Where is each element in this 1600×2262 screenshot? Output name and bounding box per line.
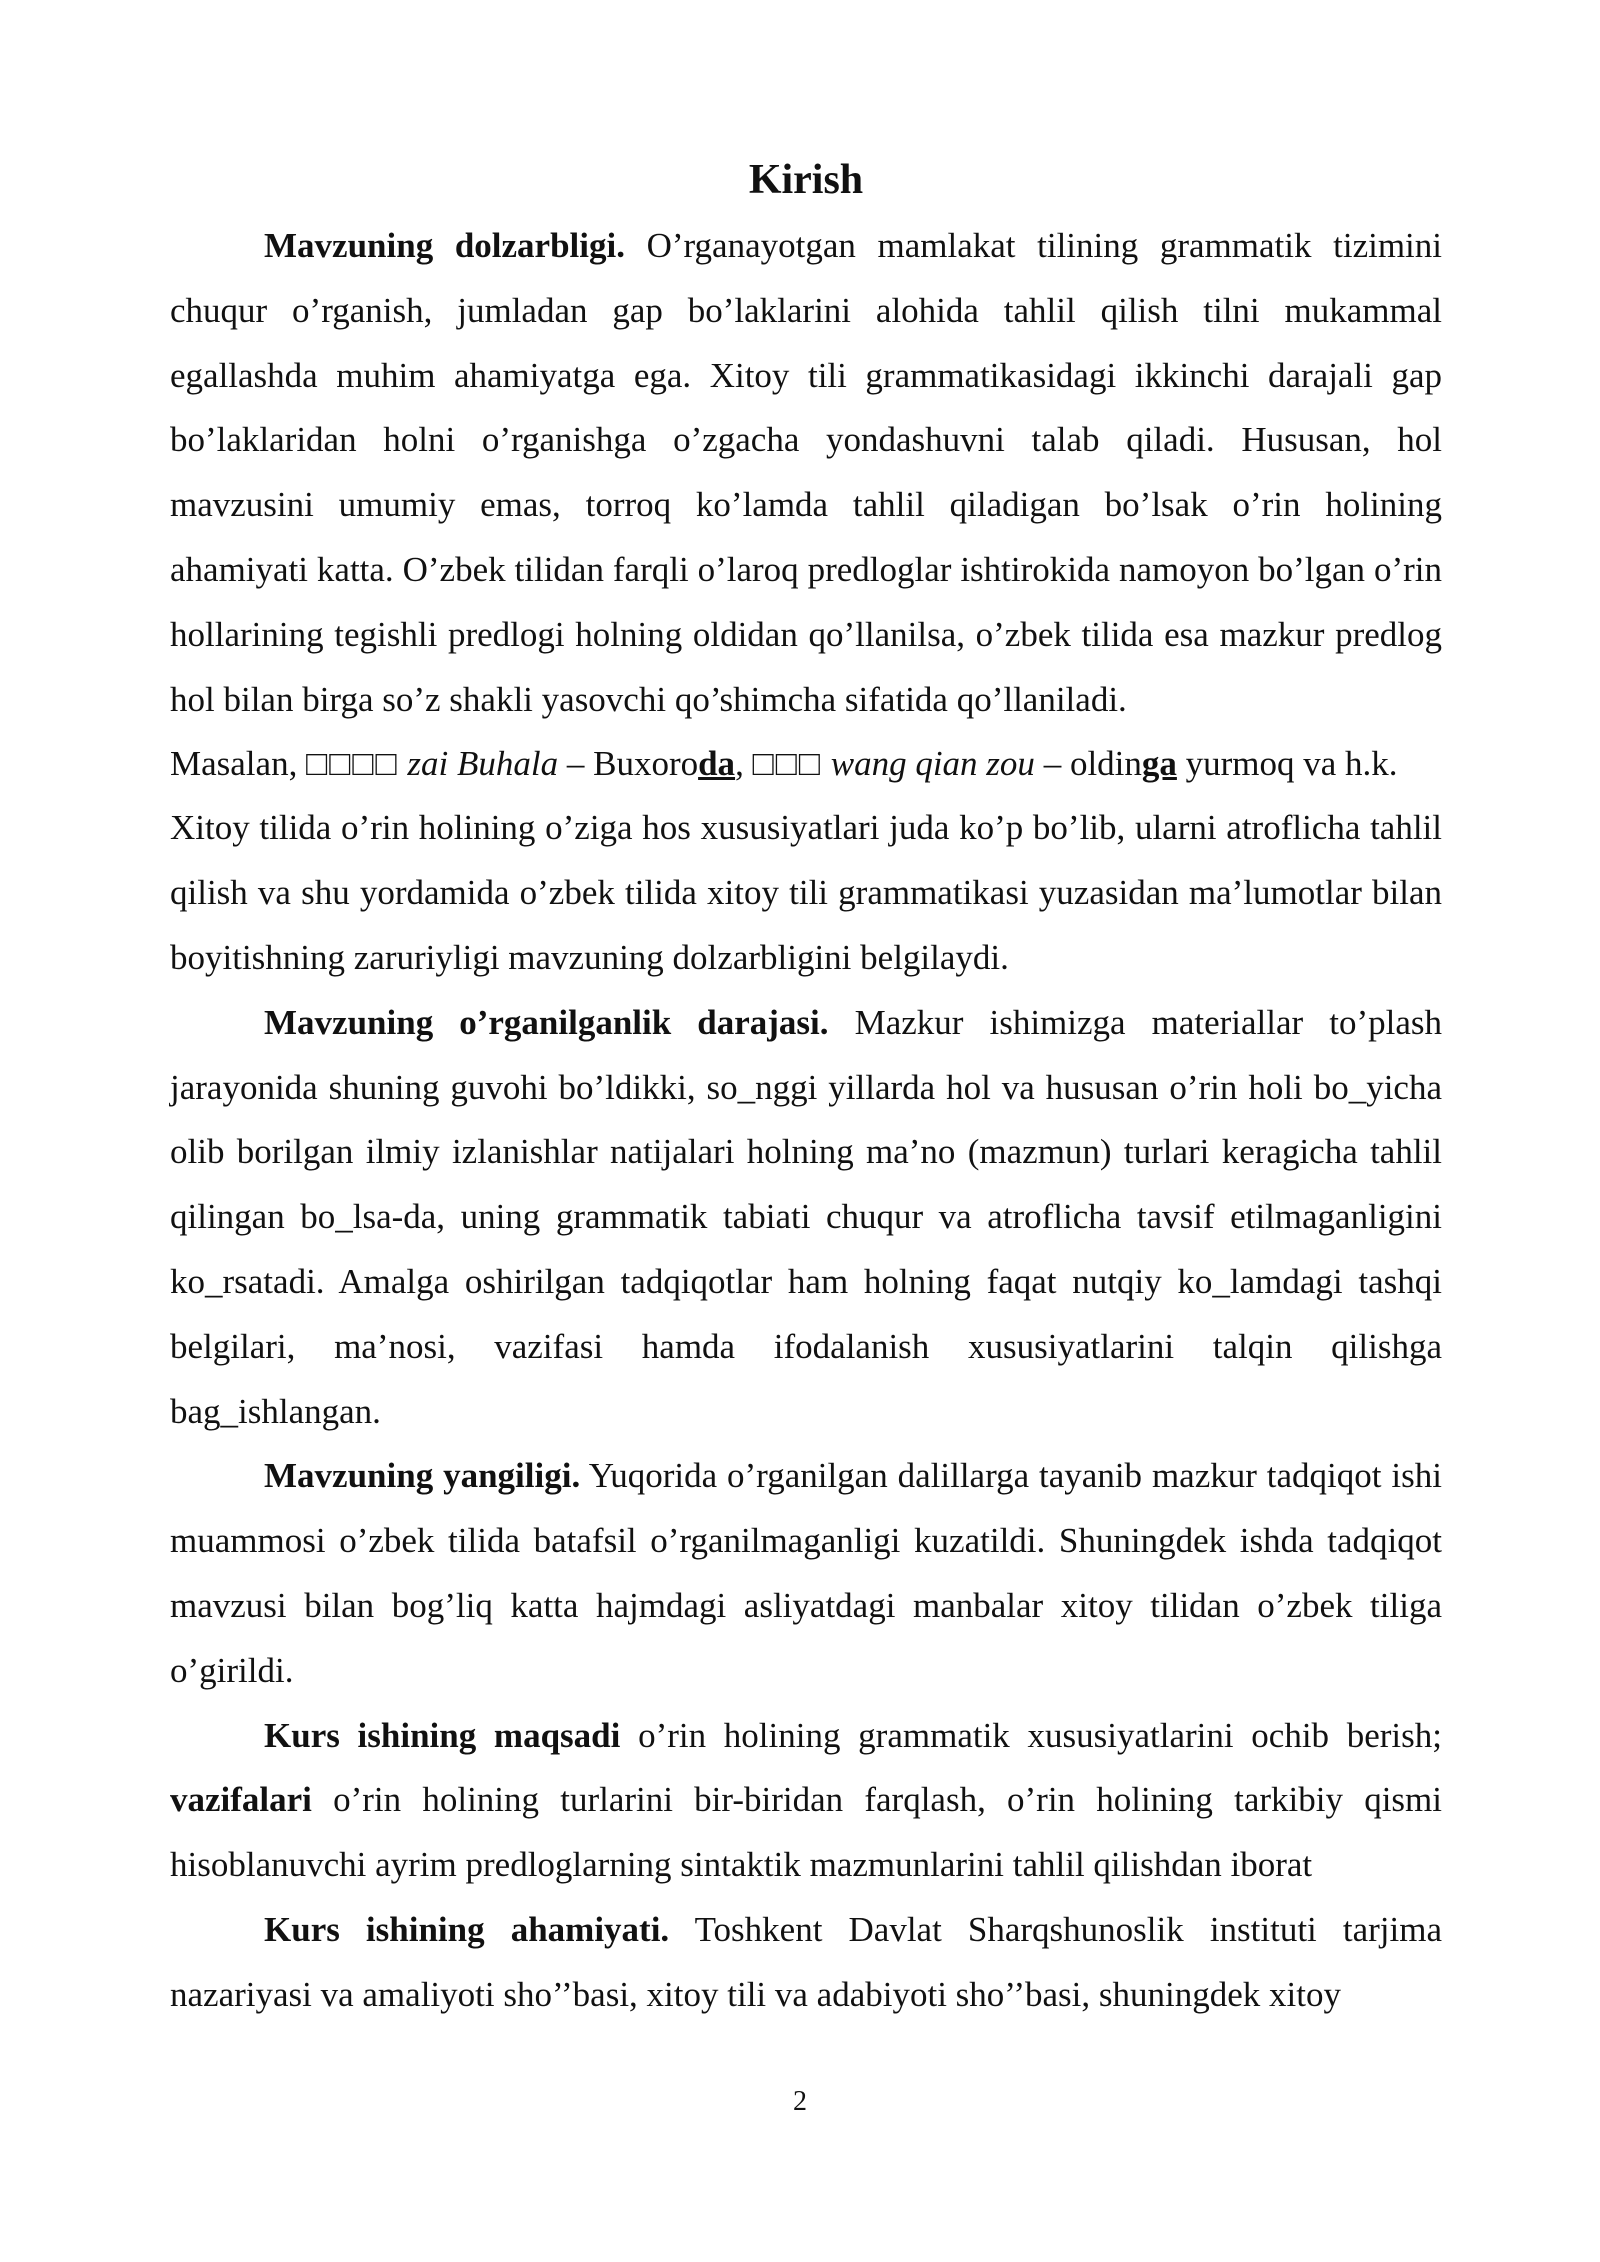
translation-1: – Buxoro [558, 744, 699, 784]
page-content [170, 148, 1442, 2028]
paragraph-ahamiyati [170, 1898, 1442, 2028]
example-tail: yurmoq va h.k. [1176, 744, 1398, 784]
heading-organilganlik: Mavzuning o’rganilganlik darajasi. [264, 1002, 829, 1042]
page-title: Kirish [748, 157, 864, 203]
heading-dolzarbligi: Mavzuning dolzarbligi. [264, 226, 625, 265]
paragraph-dolzarbligi [170, 214, 1442, 732]
heading-maqsadi: Kurs ishining maqsadi [264, 1715, 621, 1755]
translation-2: – oldin [1034, 744, 1142, 784]
example-comma: , [735, 744, 753, 784]
text-vazifalari: o’rin holining turlarini bir-biridan farqlash, o’rin holining tarkibiy qismi hisoblanuvchi ayrim predloglarning sintaktik mazmunlarini tahlil qilishdan iborat [170, 1780, 1442, 1885]
cjk-missing-glyphs-1: □□□□ [306, 744, 399, 784]
heading-vazifalari: vazifalari [170, 1780, 312, 1820]
suffix-da: da [698, 744, 736, 784]
cjk-missing-glyphs-2: □□□ [752, 744, 822, 784]
heading-ahamiyati: Kurs ishining ahamiyati. [264, 1909, 670, 1949]
example-lead: Masalan, [170, 744, 307, 784]
example-line [170, 732, 1442, 796]
pinyin-2: wang qian zou [821, 744, 1035, 784]
text-ahamiyati: Toshkent Davlat Sharqshunoslik instituti tarjima nazariyasi va amaliyoti sho’’basi, xitoy tili va adabiyoti sho’’basi, shuningdek xitoy [170, 1909, 1442, 2014]
paragraph-dolzarbligi-continued: Xitoy tilida o’rin holining o’ziga hos xususiyatlari juda ko’p bo’lib, ularni atroflicha tahlil qilish va shu yordamida o’zbek tilida xitoy tili grammatikasi yuzasidan ma’lumotlar bilan boyitishning zaruriyligi mavzuning dolzarbligini belgilaydi. [170, 808, 1442, 977]
pinyin-1: zai Buhala [398, 744, 559, 784]
paragraph-maqsadi [170, 1704, 1442, 1898]
text-yangiligi: Yuqorida o’rganilgan dalillarga tayanib mazkur tadqiqot ishi muammosi o’zbek tilida batafsil o’rganilmaganligi kuzatildi. Shuningdek ishda tadqiqot mavzusi bilan bog’liq katta hajmdagi asliyatdagi manbalar xitoy tilidan o’zbek tiliga o’girildi. [170, 1456, 1442, 1690]
paragraph-organilganlik [170, 991, 1442, 1445]
text-organilganlik: Mazkur ishimizga materiallar to’plash jarayonida shuning guvohi bo’ldikki, so_nggi yillarda hol va hususan o’rin holi bo_yicha olib borilgan ilmiy izlanishlar natijalari holning ma’no (mazmun) turlari keragicha tahlil qilingan bo_lsa-da, uning grammatik tabiati chuqur va atroflicha tavsif etilmaganligini ko_rsatadi. Amalga oshirilgan tadqiqotlar ham holning faqat nutqiy ko_lamdagi tashqi belgilari, ma’nosi, vazifasi hamda ifodalanish xususiyatlarini talqin qilishga bag_ishlangan. [170, 1002, 1442, 1431]
paragraph-yangiligi [170, 1444, 1442, 1703]
heading-yangiligi: Mavzuning yangiligi. [264, 1456, 581, 1496]
text-maqsadi: o’rin holining grammatik xususiyatlarini ochib berish; [620, 1715, 1443, 1755]
text-dolzarbligi: O’rganayotgan mamlakat tilining grammatik tizimini chuqur o’rganish, jumladan gap bo’laklarini alohida tahlil qilish tilni mukammal egallashda muhim ahamiyatga ega. Xitoy tili grammatikasidagi ikkinchi darajali gap bo’laklaridan holni o’rganishga o’zgacha yondashuvni talab qiladi. Hususan, hol mavzusini umumiy emas, torroq ko’lamda tahlil qiladigan bo’lsak o’rin holining ahamiyati katta. O’zbek tilidan farqli o’laroq predloglar ishtirokida namoyon bo’lgan o’rin hollarining tegishli predlogi holning oldidan qo’llanilsa, o’zbek tilida esa mazkur predlog hol bilan birga so’z shakli yasovchi qo’shimcha sifatida qo’llaniladi. [170, 226, 1442, 719]
page-number: 2 [793, 2086, 807, 2117]
suffix-ga: ga [1141, 744, 1177, 784]
